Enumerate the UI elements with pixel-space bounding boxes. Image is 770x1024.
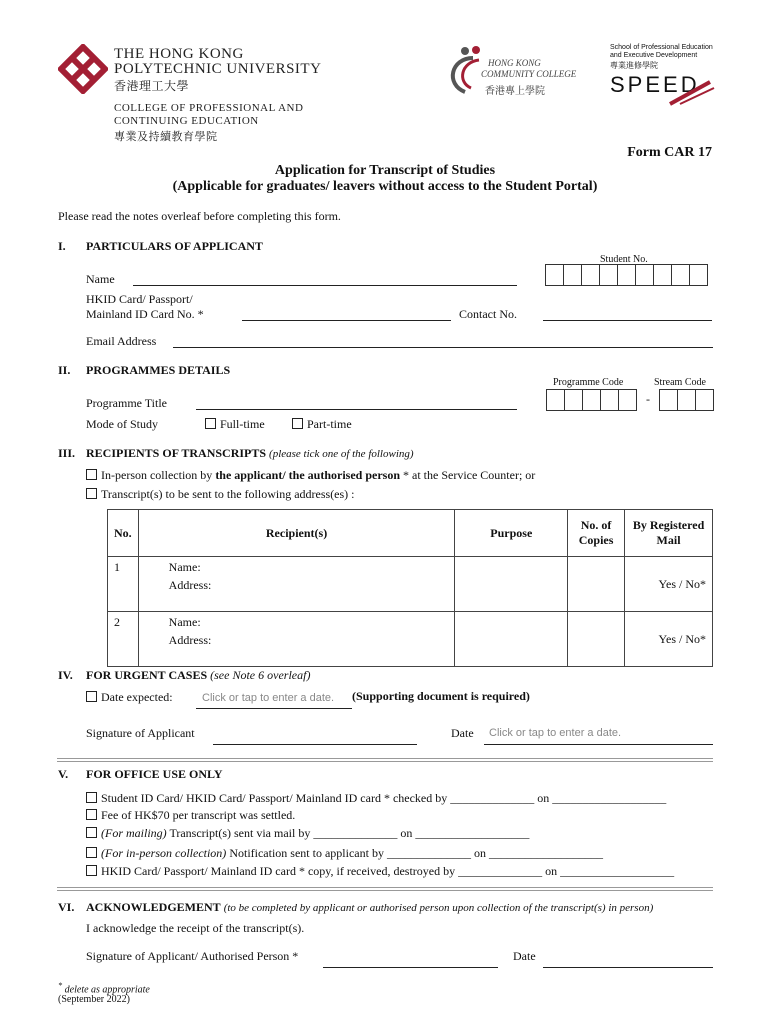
purpose-cell[interactable] xyxy=(455,612,568,667)
hkid-label-line1: HKID Card/ Passport/ xyxy=(86,292,193,306)
section-divider xyxy=(57,887,713,891)
student-no-label: Student No. xyxy=(600,254,648,265)
ack-signature-field[interactable] xyxy=(323,967,498,968)
polyu-chinese-name: 香港理工大學 xyxy=(114,79,190,93)
speed-desc-line2: and Executive Development xyxy=(610,52,698,59)
intro-text: Please read the notes overleaf before completing this form. xyxy=(58,209,341,223)
office-checkbox[interactable] xyxy=(86,809,97,820)
office-item[interactable] xyxy=(86,791,666,806)
section4-note: (see Note 6 overleaf) xyxy=(210,668,311,682)
section6-number: VI. xyxy=(58,900,75,914)
recipient-name-label: Name: xyxy=(168,560,201,574)
name-field[interactable] xyxy=(133,285,517,286)
speed-name: SPEED xyxy=(610,72,700,97)
fulltime-label: Full-time xyxy=(220,417,265,431)
email-field[interactable] xyxy=(173,347,713,348)
recipients-table xyxy=(107,509,713,667)
hkid-label-line2: Mainland ID Card No. * xyxy=(86,307,204,321)
mail-option[interactable] xyxy=(86,487,355,502)
recipients-header-row xyxy=(108,510,713,557)
section1-number: I. xyxy=(58,239,66,253)
inperson-text-b: the applicant/ the authorised person xyxy=(215,468,400,482)
polyu-knot-icon xyxy=(58,44,108,94)
section3-heading-row xyxy=(86,446,414,461)
hkcc-name-line2: COMMUNITY COLLEGE xyxy=(481,69,577,79)
cpce-name-line1: COLLEGE OF PROFESSIONAL AND xyxy=(114,102,304,114)
mail-option-text: Transcript(s) to be sent to the following address(es) : xyxy=(101,487,355,501)
registered-mail-value: Yes / No* xyxy=(658,576,706,591)
urgent-date-underline xyxy=(484,744,713,745)
polyu-logo xyxy=(58,44,328,143)
office-item-italic: (For mailing) xyxy=(101,826,167,840)
copies-cell[interactable] xyxy=(568,557,625,612)
section5-heading: FOR OFFICE USE ONLY xyxy=(86,767,223,781)
ack-date-label: Date xyxy=(513,949,536,963)
inperson-checkbox[interactable] xyxy=(86,469,97,480)
col-recipients: Recipient(s) xyxy=(138,510,455,557)
copies-cell[interactable] xyxy=(568,612,625,667)
student-no-boxes[interactable] xyxy=(545,264,708,286)
mode-label: Mode of Study xyxy=(86,417,158,431)
urgent-date-picker[interactable]: Click or tap to enter a date. xyxy=(489,727,622,739)
section1-heading: PARTICULARS OF APPLICANT xyxy=(86,239,263,253)
registered-mail-cell[interactable] xyxy=(625,612,713,667)
programme-code-label: Programme Code xyxy=(553,377,624,388)
section3-number: III. xyxy=(58,446,76,460)
inperson-option[interactable] xyxy=(86,468,535,483)
stream-code-boxes[interactable] xyxy=(659,389,714,411)
table-row xyxy=(108,612,713,667)
speed-logo xyxy=(608,44,718,106)
receipt-statement: I acknowledge the receipt of the transcript(s). xyxy=(86,921,305,935)
col-no: No. xyxy=(108,510,139,557)
footnote-text: delete as appropriate xyxy=(64,984,150,996)
speed-desc-line1: School of Professional Education xyxy=(610,44,713,51)
applicant-signature-label: Signature of Applicant xyxy=(86,726,195,740)
urgent-date-label: Date xyxy=(451,726,474,740)
ack-signature-label: Signature of Applicant/ Authorised Person * xyxy=(86,949,299,963)
office-item-italic: (For in-person collection) xyxy=(101,846,227,860)
fulltime-option[interactable] xyxy=(205,417,265,432)
programme-title-field[interactable] xyxy=(196,409,517,410)
form-title: Application for Transcript of Studies xyxy=(274,163,496,178)
registered-mail-cell[interactable] xyxy=(625,557,713,612)
stream-code-label: Stream Code xyxy=(654,377,706,388)
hkcc-logo xyxy=(443,44,598,99)
section5-number: V. xyxy=(58,767,69,781)
office-item[interactable] xyxy=(86,864,674,879)
contact-field[interactable] xyxy=(543,320,712,321)
programme-title-label: Programme Title xyxy=(86,396,168,410)
section4-number: IV. xyxy=(58,668,73,682)
recipient-cell[interactable] xyxy=(138,557,455,612)
section6-heading-row xyxy=(86,900,653,915)
name-label: Name xyxy=(86,272,115,286)
office-item-text: HKID Card/ Passport/ Mainland ID card * copy, if received, destroyed by ______________ on ___________________ xyxy=(101,864,675,878)
cpce-name-line2: CONTINUING EDUCATION xyxy=(114,115,259,127)
fulltime-checkbox[interactable] xyxy=(205,418,216,429)
recipient-address-label: Address: xyxy=(168,578,212,592)
office-checkbox[interactable] xyxy=(86,847,97,858)
table-row xyxy=(108,557,713,612)
form-subtitle: (Applicable for graduates/ leavers without access to the Student Portal) xyxy=(172,179,598,194)
parttime-checkbox[interactable] xyxy=(292,418,303,429)
hkcc-name-line1: HONG KONG xyxy=(488,58,541,68)
office-checkbox[interactable] xyxy=(86,792,97,803)
hkid-field[interactable] xyxy=(242,320,451,321)
office-checkbox[interactable] xyxy=(86,865,97,876)
section6-heading: ACKNOWLEDGEMENT xyxy=(86,900,221,914)
polyu-name-line1: THE HONG KONG xyxy=(114,46,244,62)
cpce-chinese-name: 專業及持續教育學院 xyxy=(114,131,218,143)
office-item-text: Notification sent to applicant by ______________ on ___________________ xyxy=(226,846,603,860)
form-date: (September 2022) xyxy=(58,994,130,1005)
date-expected-picker[interactable]: Click or tap to enter a date. xyxy=(202,692,335,704)
code-dash: - xyxy=(646,392,650,406)
contact-label: Contact No. xyxy=(459,307,517,321)
col-copies: No. of Copies xyxy=(568,510,625,557)
col-purpose: Purpose xyxy=(455,510,568,557)
ack-date-field[interactable] xyxy=(543,967,713,968)
section3-heading: RECIPIENTS OF TRANSCRIPTS xyxy=(86,446,267,460)
recipient-name-label: Name: xyxy=(168,615,201,629)
section2-number: II. xyxy=(58,363,71,377)
hkcc-chinese-name: 香港專上學院 xyxy=(485,86,545,97)
polyu-name-line2: POLYTECHNIC UNIVERSITY xyxy=(114,61,322,77)
row-number: 1 xyxy=(108,557,139,612)
recipient-address-label: Address: xyxy=(168,633,212,647)
email-label: Email Address xyxy=(86,334,157,348)
col-registered-mail: By Registered Mail xyxy=(625,510,713,557)
office-item-text: Transcript(s) sent via mail by ______________ on ___________________ xyxy=(166,826,530,840)
date-expected-option[interactable] xyxy=(86,690,173,705)
date-expected-checkbox[interactable] xyxy=(86,691,97,702)
footnote-star: * xyxy=(58,981,63,990)
section4-heading-row xyxy=(86,668,310,683)
parttime-option[interactable] xyxy=(292,417,352,432)
recipient-cell[interactable] xyxy=(138,612,455,667)
applicant-signature-field[interactable] xyxy=(213,744,417,745)
section4-heading: FOR URGENT CASES xyxy=(86,668,208,682)
section6-note: (to be completed by applicant or authorised person upon collection of the transcript(s) in person) xyxy=(223,902,654,914)
office-item-text: Fee of HK$70 per transcript was settled. xyxy=(101,808,296,822)
date-expected-label: Date expected: xyxy=(101,690,173,704)
section3-note: (please tick one of the following) xyxy=(269,448,414,460)
office-item[interactable] xyxy=(86,808,295,823)
date-expected-underline xyxy=(196,708,352,709)
office-checkbox[interactable] xyxy=(86,827,97,838)
purpose-cell[interactable] xyxy=(455,557,568,612)
office-item[interactable] xyxy=(86,846,603,861)
parttime-label: Part-time xyxy=(307,417,352,431)
inperson-text-c: * at the Service Counter; or xyxy=(400,468,536,482)
programme-code-boxes[interactable] xyxy=(546,389,637,411)
section2-heading: PROGRAMMES DETAILS xyxy=(86,363,231,377)
speed-chinese-name: 專業進修學院 xyxy=(610,61,658,70)
office-item-text: Student ID Card/ HKID Card/ Passport/ Mainland ID card * checked by ______________ on ___________________ xyxy=(101,791,667,805)
form-code: Form CAR 17 xyxy=(627,145,712,160)
row-number: 2 xyxy=(108,612,139,667)
supporting-doc-note: (Supporting document is required) xyxy=(352,689,530,703)
registered-mail-value: Yes / No* xyxy=(658,631,706,646)
inperson-text-a: In-person collection by xyxy=(101,468,216,482)
mail-checkbox[interactable] xyxy=(86,488,97,499)
office-item[interactable] xyxy=(86,826,529,841)
speed-swoosh-icon xyxy=(666,78,716,108)
section-divider xyxy=(57,758,713,762)
